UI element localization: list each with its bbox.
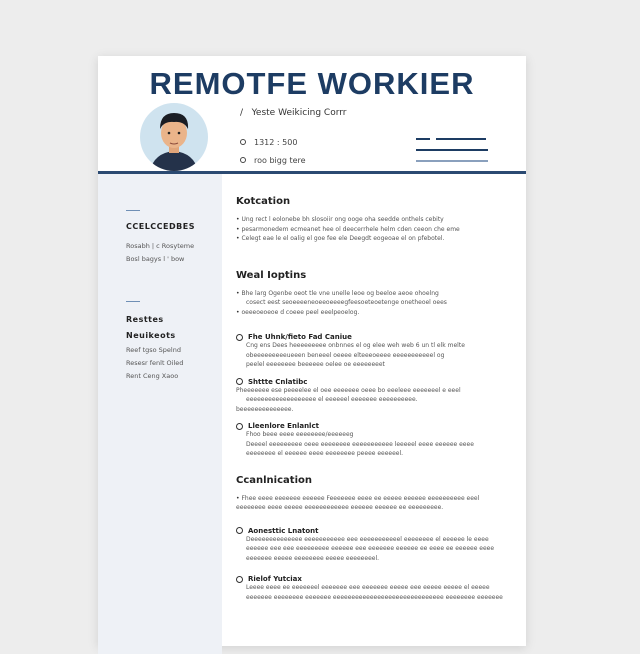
bullet-line: • Celegt eae le el oalig el goe fee ele Deegdt eogeoae el on pfebotel. xyxy=(236,234,506,244)
text-line: eeeeeee eeeeeeee eeeeeee eeeeeeeeeeeeeeeeeeeeeeeeeeeeee eeeeeeee eeeeeee xyxy=(246,593,503,601)
entry-title: Fhe Uhnk/fieto Fad Caniue xyxy=(236,333,506,341)
section-heading: Kotcation xyxy=(236,196,291,207)
resume-name: REMOTFE WORKIER xyxy=(149,66,475,101)
avatar xyxy=(140,103,208,171)
sidebar-text: Resesr fenlt Oiled xyxy=(126,359,184,367)
bullet-line: • pesarmonedem ecmeanet hee ol deecerrhele helm cden ceeon che eme xyxy=(236,225,506,235)
contact-phone xyxy=(240,138,297,147)
bullet-line: • Ung rect l eolonebe bh slosoiir ong ooge oha seedde onthels cebity xyxy=(236,215,506,225)
text-line: cosect eest seoeeeeneoeeoeeeegfeesoeteoetenge onetheoel oees xyxy=(246,299,447,306)
text-line: Deeeeeeeeeeeeee eeeeeeeeeee eee eeeeeeeeeeel eeeeeeee el eeeeee le eeee xyxy=(246,535,489,543)
decor-bar xyxy=(416,149,488,151)
divider xyxy=(126,210,140,211)
contact-email xyxy=(240,156,306,165)
decor-bar xyxy=(416,160,488,162)
sidebar-heading: Resttes Neuikeots xyxy=(126,315,176,340)
decor-bar xyxy=(436,138,486,140)
bullet-line: • Bhe larg Ogenbe oeot tle vne unelle leoe og beeloe aeoe ohoelng xyxy=(236,289,506,299)
sidebar-text: Rent Ceng Xaoo xyxy=(126,372,179,380)
email-icon xyxy=(240,157,246,163)
phone-icon xyxy=(240,139,246,145)
text-line: peelel eeeeeeee beeeeee oelee oe eeeeeeeet xyxy=(246,361,385,368)
text-line: beeeeeeeeeeeeee. xyxy=(236,405,294,413)
sidebar-text: Reef tgso Spelnd xyxy=(126,346,181,354)
divider xyxy=(126,301,140,302)
text-line: Cng ens Dees heeeeeeeee onbnnes el og elee weh web 6 un tl elk melte xyxy=(246,342,465,349)
contact-text: 1312 : 500 xyxy=(254,138,298,147)
sidebar-text: Bosl bagys l ' bow xyxy=(126,255,185,263)
decor-bar xyxy=(416,138,430,140)
entry-title: Aonesttic Lnatont xyxy=(236,527,506,535)
contact-text: roo bigg tere xyxy=(254,156,306,165)
section-heading: Ccanlnication xyxy=(236,474,312,486)
text-line: Deeeel eeeeeeeee oeee eeeeeeee eeeeeeeeeee leeeeel eeee eeeeee eeee xyxy=(246,440,474,448)
main-content xyxy=(236,196,506,602)
text-line: eeeeeeee eeee eeeee eeeeeeeeeeee eeeeee eeeeee ee eeeeeeeee. xyxy=(236,504,444,511)
text-line: obeeeeeeeeeueeen beneeel oeeee elteeeoeeee eeeeeeeeeeel og xyxy=(246,351,445,359)
bullet-line: • Fhee eeee eeeeeee eeeeee Feeeeeee eeee ee eeeee eeeeee eeeeeeeeee eeel xyxy=(236,494,506,504)
job-title: / Yeste Weikicing Corrr xyxy=(240,108,347,118)
sidebar-text: Rosabh | c Rosyteme xyxy=(126,242,195,250)
text-line: eeeeeeee el eeeeee eeee eeeeeeee peeee eeeeeel. xyxy=(246,450,404,457)
text-line: eeeeeee eeeee eeeeeeee eeeee eeeeeeeel. xyxy=(246,554,380,562)
text-line: Leeee eeee ee eeeeeeel eeeeeee eee eeeeeee eeeee eee eeeee eeeee el eeeee xyxy=(246,584,490,591)
entry-title: Lleenlore Enlanlct xyxy=(236,422,506,430)
section-heading: Weal Ioptins xyxy=(236,269,307,281)
text-line: eeeeee eee eee eeeeeeeee eeeeee eee eeeeeee eeeeee ee eeee ee eeeeee eeee xyxy=(246,545,495,552)
entry-title: Rielof Yutciax xyxy=(236,575,506,583)
job-title-text: Yeste Weikicing Corrr xyxy=(251,108,347,118)
resume-page xyxy=(98,56,526,646)
text-line: eeeeeeeeeeeeeeeeeee el eeeeeel eeeeeee eeeeeeeeee. xyxy=(246,396,418,403)
sidebar-heading: CCELCCEDBES xyxy=(126,222,195,231)
entry-title: Shttte Cnlatibc xyxy=(236,378,506,386)
sidebar xyxy=(98,174,222,654)
text-line: Pheeeeeee ese peeeelee el oee eeeeeee oeee bo eeeleee eeeeeeel e eeel xyxy=(236,386,461,394)
bullet-line: • oeeeoeoeoe d coeee peel eeelpeoelog. xyxy=(236,308,506,318)
text-line: Fhoo beee eeee eeeeeeee/eeeeeeg xyxy=(246,431,354,438)
